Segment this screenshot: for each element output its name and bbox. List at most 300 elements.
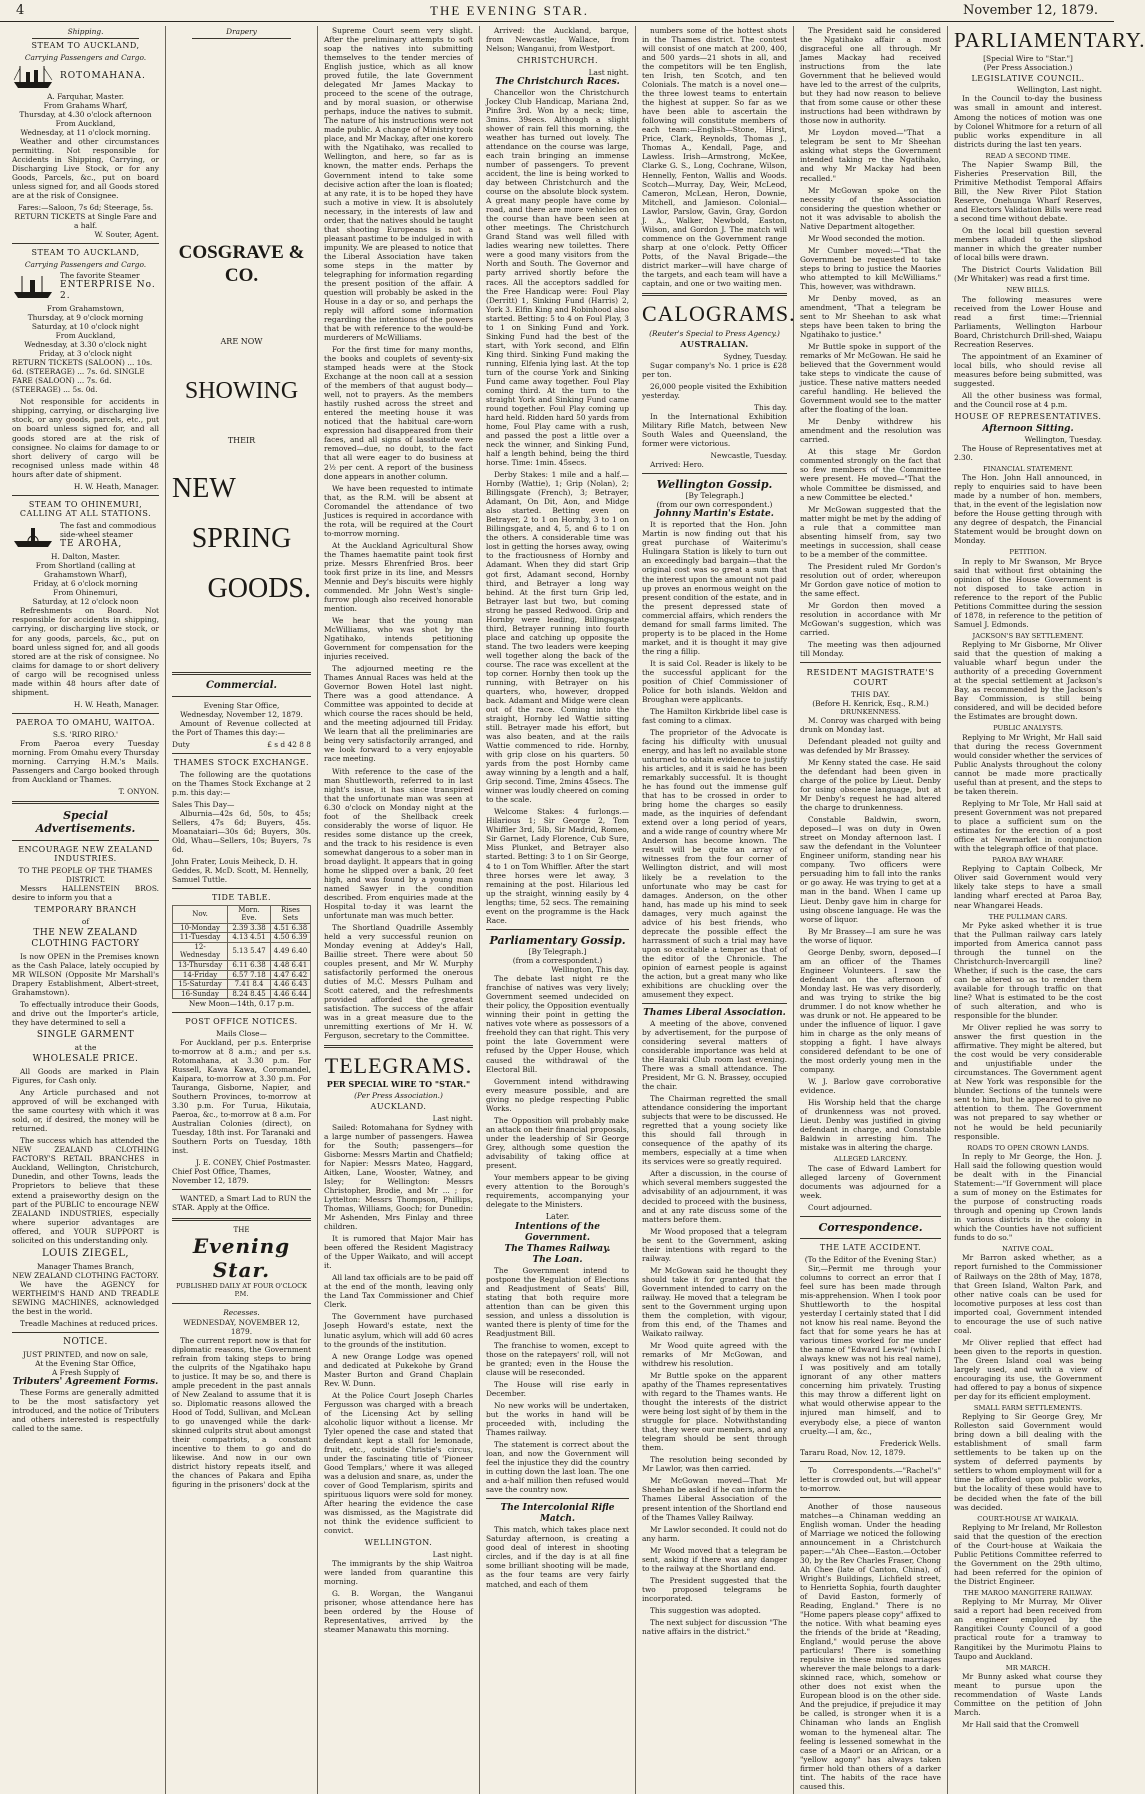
paroa-heading: PAROA BAY WHARF.	[992, 856, 1064, 865]
column-drapery	[166, 26, 318, 1794]
march-body2: Mr Hall said that the Cromwell	[962, 1720, 1080, 1730]
rm-court-title: RESIDENT MAGISTRATE'S COURT	[806, 667, 935, 688]
sydney-body3: In the International Exhibition Military Rifle Match, between New South Wales and Queensland, the former were victorious.	[642, 411, 787, 448]
rm-court-day: THIS DAY.	[851, 689, 890, 699]
larceny-heading: ALLEGED LARCENY.	[833, 1155, 908, 1164]
zealand-body5: Any Article purchased and not approved of will be exchanged with the same courtesy with which it was sold, or, if desired, the money will be returned.	[12, 1088, 159, 1134]
tide-times: 2.39 3.38	[228, 923, 271, 933]
ad3-time2: Saturday, at 12 o'clock noon	[32, 597, 139, 607]
analysts-heading: PUBLIC ANALYSTS.	[993, 724, 1063, 733]
sun-times: 4.46 6.43	[270, 980, 310, 990]
ad1-master: A. Farquhar, Master.	[47, 91, 124, 101]
court-house-body: Replying to Mr Ireland, Mr Rolleston said that the question of the erection of the Court-house at Waikaia the Public Petitions Committee referred to the Government on the 29th ultimo, had been referred for the opinion of the District Engineer.	[954, 1522, 1102, 1587]
read2-body: The Napier Swamp Bill, the Fisheries Preservation Bill, the Primitive Methodist Temporal Affairs Bill, the New River Pilot Station Reserve, Onehunga Wharf Reserves, and Electors Validation Bills were read a second time without debate.	[954, 159, 1102, 224]
hr-heading: HOUSE OF REPRESENTATIVES.	[954, 411, 1102, 421]
are-now: ARE NOW	[220, 337, 263, 347]
pullman-heading: THE PULLMAN CARS.	[988, 912, 1068, 921]
zealand-to: TO THE PEOPLE OF THE THAMES DISTRICT.	[18, 866, 153, 885]
ad1-ship-row	[12, 64, 159, 90]
telegrams-heading: TELEGRAMS.	[324, 1053, 473, 1079]
revenue-text: Amount of Revenue collected at the Port of Thames this day:—	[172, 718, 311, 737]
ad2-from2: From Auckland,	[55, 331, 116, 341]
wellington-gossip-title: Wellington Gossip.	[656, 477, 773, 491]
parl-gossip-body4: Your members appear to be giving every attention to the Borough's requirements, accompanying your delegate to the Ministers.	[486, 1172, 629, 1209]
ad2-ship-row	[12, 271, 159, 302]
court-house-heading: COURT-HOUSE AT WAIKAIA.	[977, 1514, 1079, 1523]
table-row	[173, 989, 311, 999]
notice-body2: At the Evening Star Office,	[35, 1359, 136, 1369]
ad2-time2a: Wednesday, at 3.30 o'clock night	[24, 340, 147, 350]
loan-body5: The statement is correct about the loan, and now the Government will feel the injustice they did the country in cutting down the last loan. The one and a-half million then refused would save the country now.	[486, 1440, 629, 1495]
larceny-body: The case of Edward Lambert for alleged larceny of Government documents was adjourned for a week.	[800, 1163, 941, 1200]
ad3-ship-row	[12, 521, 159, 550]
letter-body: Sir,—Permit me through your columns to correct an error that I feel sure has been made through mis-apprehension. When I took poor Shuttleworth to the hospital yesterday I certainly stated that I did not know his real name. Beyond the fact that for some years he has at various times worked for me under the name of "Edward Lewis" (which I always knew was not his real name), I was positively and am totally ignorant of any other matters concerning him privately. Trusting this may throw a different light on what would otherwise appear to the injured man himself, and to everybody else, a piece of wanton cruelty.—I am, &c.,	[800, 1263, 941, 1436]
rm-court-before: (Before H. Kenrick, Esq., R.M.)	[812, 698, 929, 708]
table-row	[173, 961, 311, 971]
parl-gossip-body: The debate last night re the franchise of natives was very lively; Government seemed undecided on their policy, the Opposition eventually winning their point in getting the natives vote where as possessors of a freehold they can that right. This very point the late Government were refused by the Upper House, which caused the withdrawal of the Electoral Bill.	[486, 974, 629, 1074]
maroo-body: Replying to Mr Murray, Mr Oliver said a report had been received from an engineer employed by the Rangitikei County Council of a good practical route for a tramway to Rangitikei by the Murimotu Plains to Taupo and Auckland.	[954, 1597, 1102, 1661]
news-p3: We have been requested to intimate that, as the R.M. will be absent at Coromandel the attendance of two Justices is required in accordance with the rota, will be required at the Court to-morrow morning.	[324, 483, 473, 538]
notice-title: NOTICE.	[63, 1337, 108, 1348]
goods-word: GOODS.	[207, 573, 311, 605]
intentions-heading: Intentions of the Government.	[515, 1221, 600, 1243]
parl-gossip-title: Parliamentary Gossip.	[489, 933, 626, 947]
wellington-gossip-tele: [By Telegraph.]	[685, 491, 744, 501]
new-word: NEW	[172, 473, 236, 505]
tide-table	[172, 905, 311, 999]
sun-times: 4.50 6.39	[270, 933, 310, 943]
ad3-from1: From Shortland (calling at Grahamstown Wharf),	[35, 561, 136, 580]
notice-forms: Tributers' Agreement Forms.	[12, 1377, 159, 1388]
column-news-3	[636, 26, 794, 1794]
ad4-ship: S.S. 'RIRO RIRO.'	[52, 729, 119, 739]
rm-body6: George Denby, sworn, deposed—I am an officer of the Thames Engineer Volunteers. I saw the defendant on the afternoon of Monday last. He was very disorderly, and was trying to strike the big drummer. I do not know whether he was drunk or not. He appeared to be under the influence of liquor. I gave him in charge as the only means of stopping a fight. I have always considered defendant to be one of the most orderly young men in the company.	[800, 947, 941, 1075]
ad2-body: Not responsible for accidents in shipping, carrying, or discharging live stock, or any goods, parcels, etc., put on board unless signed for, and all goods stored are at the risk of consignee. No claims for damage to or short delivery of cargo will be recognised unless made within 48 hours after date of shipment.	[12, 397, 159, 479]
letter-place: Tararu Road, Nov. 12, 1879.	[800, 1447, 906, 1457]
ad2-agent: H. W. Heath, Manager.	[73, 481, 159, 491]
calograms-sub: (Reuter's Special to Press Agency.)	[649, 328, 780, 338]
loan-body: The Government intend to postpone the Regulation of Elections and Readjustment of Seats' Bill, stating that both require more attention than can be given this session, and unless a dissolution is wanted there is plenty of time for the Readjustment Bill.	[486, 1265, 629, 1338]
tla-c-p1: The President said he considered the Ngatihako affair a most disgraceful one all through. Mr James Mackay had received instructions from the late Government that he believed would have led to the arrest of the culprits, but they had now reason to believe that from some cause or other these instructions had been withdrawn by those now in authority.	[800, 26, 941, 126]
ad3-ship-intro: The fast and commodious side-wheel steamer	[60, 521, 157, 540]
news-p1: Supreme Court seem very slight. After the preliminary attempts to soft soap the natives into submitting themselves to the tender mercies of English justice, which as all know proved futile, the late Government delegated Mr James Mackay to proceed to the scene of the outrage, and by moral suasion, or otherwise perhaps, induce the natives to submit. The nature of his instructions were not made public. A change of Ministry took place, and Mr Mackay, after one korero with the Ngatihako, was recalled to Wellington, and here, so far as is known, the matter ends. Perhaps the Government intend to take some decisive action after the loan is floated; at any rate, it is to be hoped they have such a motive in view. It is absolutely necessary, in the interests of law and order, that the natives should be taught that shooting Europeans is not a pleasant pastime to be indulged in with impunity. We are pleased to notice that the Liberal Association have taken some steps in the matter by telegraphing for information regarding the present position of the affair. A question will probably be asked in the House in a day or so, and perhaps the reply will afford some information regarding the intentions of the powers that be with reference to the would-be murderers of McWilliams.	[324, 26, 473, 343]
loan-heading: The Loan.	[532, 1254, 583, 1265]
commercial-office: Evening Star Office,	[203, 700, 280, 710]
zealand-wholesale: WHOLESALE PRICE.	[32, 1054, 139, 1065]
zealand-body2: Is now OPEN in the Premises known as the Cash Palace, lately occupied by MR WILSON (Opposite Mr Marshall's Drapery Establishment, Albert-street, Grahamstown).	[12, 951, 159, 997]
afternoon-body: The House of Representatives met at 2.30.	[954, 443, 1102, 462]
commercial-date: Wednesday, November 12, 1879.	[180, 709, 303, 719]
tide-times: 8.24 8.45	[228, 989, 271, 999]
tide-times: 5.13 5.47	[228, 942, 271, 960]
tla-c-p2: Mr Loydon moved—"That a telegram be sent to Mr Sheehan asking what steps the Government intended taking re the Ngatihako, and why Mr Mackay had been recalled."	[800, 128, 941, 183]
ad2-time2b: Friday, at 3 o'clock night	[39, 349, 132, 359]
tide-times: 6.11 6.38	[228, 961, 271, 971]
auckland-p6: At the Police Court Joseph Charles Fergusson was charged with a breach of the Licensing Act by selling alcoholic liquor without a license. Mr Tyler opened the case and stated that defendant kept a stall for lemonade, fruit, etc., outside Christie's circus, under the fascinating title of 'Pioneer Good Templars,' where it was alleged was a delusion and snare, as, under the cover of Good Templarism, spirits and spirituous liquors were sold for money. After hearing the evidence the case was dismissed, as the Magistrate did not think the evidence sufficient to convict.	[324, 1390, 473, 1536]
notice-body1: JUST PRINTED, and now on sale,	[22, 1350, 149, 1360]
tla-body8: The resolution being seconded by Mr Lawlor, was then carried.	[642, 1455, 787, 1474]
commercial-heading: Commercial.	[205, 679, 278, 691]
march-heading: MR MARCH.	[1005, 1663, 1051, 1672]
races-body: Chancellor won the Christchurch Jockey Club Handicap, Mariana 2nd, Pinfire 3rd. Won by a neck; time, 3mins. 39secs. Although a slight shower of rain fell this morning, the weather has turned out lovely. The attendance on the course was large, each train bringing an immense number of passengers. To prevent accident, the line is being worked to day between Christchurch and the course on the absolute block system. A great many people have come by road, and there are more vehicles on the course than have been seen at other meetings. The Christchurch Grand Stand was well filled with ladies wearing new toilettes. There were a good many visitors from the North and South. The Governor and party arrived shortly before the races. All the acceptors saddled for the Free Handicap were: Foul Play (Derritt) 1, Sinking Fund (Harris) 2, York 3. Elfin King and Robinhood also started. Betting: 5 to 4 on Foul Play, 3 to 1 on Sinking Fund and York. Sinking Fund had the best of the start, with York second, and Elfin King third. Sinking Fund making the running, Elfenia lying last. At the top turn of the course York and Sinking Fund came away together. Foul Play coming third. At the turn to the straight York and Sinking Fund came round together. Foul Play coming up hard held. Ridden hard 50 yards from home, Foul Play came with a rush, and passed the post a little over a neck the winner, and Sinking Fund, half a length behind, being the third horse. Time: 1min. 45secs.	[486, 87, 629, 468]
rifle-title: The Intercolonial Rifle Match.	[500, 1503, 615, 1525]
parliamentary-press: (Per Press Association.)	[983, 62, 1073, 72]
sales-label: Sales This Day—	[172, 799, 235, 809]
formal-body: All the other business was formal, and the Council rose at 4 p.m.	[954, 390, 1102, 409]
calograms-heading: CALOGRAMS.	[642, 300, 796, 326]
roads-body: In reply to Mr George, the Hon. J. Hall said the following question would be dealt with in the Financial Statement:—"If Government will place a sum of money on the Estimates for the purpose of constructing roads through and opening up Crown lands in various districts in the colony in which the Counties have not sufficient funds to do so."	[954, 1151, 1102, 1243]
ziegel-sub1: Manager Thames Branch,	[36, 1261, 135, 1271]
telegrams-sub: PER SPECIAL WIRE TO "STAR."	[326, 1079, 471, 1090]
zealand-factory: THE NEW ZEALAND CLOTHING FACTORY	[31, 927, 140, 949]
read2-body3: The District Courts Validation Bill (Mr Whitaker) was read a first time.	[954, 265, 1102, 284]
tla-c-p6: Mr Denby moved, as an amendment, "That a telegram be sent to Mr Sheehan to ask what steps have been taken to bring the Ngatihako to justice."	[800, 293, 941, 339]
auckland-p5: A new Orange Lodge was opened and dedicated at Pukekohe by Grand Master Burton and Grand Chaplain Rev. W. Dunn.	[324, 1351, 473, 1388]
table-row	[173, 923, 311, 933]
tla-body14: The next subject for discussion "The native affairs in the district."	[642, 1617, 787, 1636]
tla-body11: Mr Wood moved that a telegram be sent, asking if there was any danger to the railway at the Shortland end.	[642, 1545, 787, 1573]
ad1-ship-name: ROTOMAHANA.	[60, 71, 146, 82]
tla-body4: Mr Wood proposed that a telegram be sent to the Government, asking their intentions with regard to the railway.	[642, 1226, 787, 1263]
ad2-time1b: Saturday, at 10 o'clock night	[31, 322, 140, 332]
rm-body4: Constable Baldwin, sworn, deposed—I was on duty in Owen street on Monday afternoon last. I saw the defendant in the Volunteer Engineer uniform, standing near his company. Two officers were persuading him to fall into the ranks or go away. He was trying to get at a man in the band. When I came up Lieut. Denby gave him in charge for using obscene language. He was the worse of liquor.	[800, 815, 941, 924]
analysts-body: Replying to Mr Wright, Mr Hall said that during the recess Government would consider whether the services of Public Analysts throughout the colony cannot be made more practically useful than at present, and the steps to be taken therein.	[954, 732, 1102, 796]
ad2-ship-intro: The favorite Steamer	[60, 271, 140, 281]
ad3-body: Refreshments on Board. Not responsible for accidents in shipping, carrying, or discharging live stock, or for any goods, parcels, &c., put on board unless signed for, and all goods stored are at the risk of consignee. No claims for damage to or short delivery of cargo will be recognised unless made within 48 hours after date of shipment.	[12, 606, 159, 697]
parliamentary-sub: [Special Wire to "Star."]	[983, 53, 1073, 63]
afternoon-heading: Afternoon Sitting.	[982, 423, 1074, 434]
duty-label: Duty	[172, 739, 190, 749]
column-news-2	[480, 26, 636, 1794]
spring-word: SPRING	[191, 523, 292, 555]
ad2-time1a: Thursday, at 9 o'clock morning	[27, 313, 144, 323]
ad1-fares: Fares:—Saloon, 7s 6d; Steerage, 5s.	[17, 203, 154, 213]
ad2-title: STEAM TO AUCKLAND,	[31, 248, 140, 258]
auckland-p3: All land tax officials are to be paid off at the end of the month, leaving only the Land Tax Commissioner and Chief Clerk.	[324, 1273, 473, 1310]
post-mails: Mails Close—	[216, 1028, 267, 1038]
tide-head-nov: Nov.	[173, 905, 228, 923]
tla-c-p13: The meeting was then adjourned till Monday.	[800, 640, 941, 659]
tla-body13: This suggestion was adopted.	[650, 1605, 761, 1615]
sun-times: 4.47 6.42	[270, 970, 310, 980]
letter-signer: Frederick Wells.	[879, 1438, 941, 1448]
tla-c-p9: At this stage Mr Gordon commented strongly on the fact that so few members of the Committee were present. He moved—"That the whole Committee be dismissed, and a new Committee be elected."	[800, 447, 941, 502]
duty-value: £ s d 42 8 8	[267, 739, 311, 749]
court-adjourned: Court adjourned.	[808, 1202, 873, 1212]
native-coal-heading: NATIVE COAL.	[1001, 1245, 1055, 1254]
wertheim-ad2: Treadle Machines at reduced prices.	[20, 1319, 158, 1329]
ad4-body: From Paeroa every Tuesday morning. From Omahu every Thursday morning. Carrying H.M.'s Mails. Passengers and Cargo booked through from Auckland or Thames.	[12, 738, 159, 784]
tide-day: 12-Wednesday	[173, 942, 228, 960]
johnny-martin-title: Johnny Martin's Estate.	[655, 509, 774, 520]
ziegel-sub2: NEW ZEALAND CLOTHING FACTORY.	[12, 1270, 159, 1280]
christchurch-heading: CHRISTCHURCH.	[516, 56, 599, 66]
tide-head-sun: Rises Sets	[270, 905, 310, 923]
parl-gossip-tele: [By Telegraph.]	[528, 947, 587, 957]
zealand-body4: All Goods are marked in Plain Figures, for Cash only.	[12, 1067, 159, 1086]
special-ads-heading: Special Advertisements.	[35, 808, 136, 836]
table-row	[173, 933, 311, 943]
rm-body1: M. Conroy was charged with being drunk on Monday last.	[800, 715, 941, 734]
wertheim-ad: We have the AGENCY for WERTHEIM'S HAND AND TREADLE SEWING MACHINES, acknowledged the best in the world.	[12, 1279, 159, 1317]
this-day: This day.	[754, 402, 787, 412]
tla-body: A meeting of the above, convened by advertisement, for the purpose of considering several matters of considerable importance was held at the Hauraki Club room last evening. There was a small attendance. The President, Mr G. N. Brassey, occupied the chair.	[642, 1018, 787, 1092]
paddle-steamer-icon	[12, 523, 56, 549]
loan-body3: The House will rise early in December.	[486, 1380, 629, 1399]
table-row	[173, 942, 311, 960]
read2-body2: On the local bill question several members alluded to the slipshod manner in which the greater number of local bills were drawn.	[954, 226, 1102, 263]
tla-body12: The President suggested that the two proposed telegrams be incorporated.	[642, 1575, 787, 1603]
petition-body: In reply to Mr Swanson, Mr Bryce said that without first obtaining the opinion of the House Government is not disposed to take action in reference to the report of the Public Petitions Committee during the session of 1878, in reference to the petition of Samuel J. Edmonds.	[954, 556, 1102, 629]
tla-body7: Mr Buttle spoke on the apparent apathy of the Thames representatives with regard to the Thames wants. He thought the interests of the district were being lost sight of by them in the struggle for place. Notwithstanding that, they were our members, and any telegram should be sent through them.	[642, 1371, 787, 1453]
steamship-icon	[12, 274, 56, 300]
ad3-ship-name: TE AROHA,	[60, 539, 123, 550]
later-heading: Later.	[545, 1212, 570, 1221]
derby-body: Derby Stakes: 1 mile and a half.—Hornby (Wattie), 1; Grip (Nolan), 2; Billingsgate (French), 3; Betrayer, Adamant, On Dit, Aon, and Midge also started. Betting even on Betrayer, 2 to 1 on Hornby, 3 to 1 on Billingsgate, and 4, 5, and 6 to 1 on the others. A considerable time was lost in getting the horses away, owing to the fractiousness of Hornby and Adamant. When they did start Grip got first, Adamant second, Hornby third, and Betrayer a long way behind. At the first turn Grip led, Betrayer last but two, but coming strong he passed Redwood. Grip and Hornby were leading, Billingsgate third, Betrayer running into fourth place and catching up opposite the stand. The two leaders were keeping well together along the back of the course. The race was excellent at the top corner. Hornby then took up the running, with Betrayer on his quarters, who, however, dropped back. Adamant and Midge were clean out of the race. Coming into the straight, Hornby led Wattie sitting still. Betrayer made his effort, but was also beaten, and at the rails Wattie commenced to ride. Hornby, with grip close on his quarters. 50 yards from the post Hornby came away winning by a length and a half, Grip second. Time, 2mins 45secs. The winner was loudly cheered on coming to the scale.	[486, 470, 629, 805]
ad1-time1: Thursday, at 4.30 o'clock afternoon	[19, 109, 152, 119]
tla-c-p10: Mr McGowan suggested that the matter might be met by the adding of a rule that a committee man absenting himself from, say two meetings in succession, shall cease to be a member of the committee.	[800, 504, 941, 559]
wanted-ad: WANTED, a Smart Lad to RUN the STAR. Apply at the Office.	[172, 1194, 311, 1213]
news-p7: With reference to the case of the man Shuttleworth, referred to in last night's issue, it has since transpired that the unfortunate man was seen at 6.30 o'clock on Monday night at the foot of the Shellback creek considerably the worse of liquor. He resides some distance up the creek, and the track to his residence is even somewhat dangerous to a sober man in broad daylight. It appears that in going home he slipped over a bank, 20 feet high, and was found by a young man named Sawyer in the condition described. From enquiries made at the Hospital to-day it was learnt the unfortunate man was much better.	[324, 766, 473, 920]
to-correspondents: To Correspondents.—"Rachel's" letter is crowded out, but will appear to-morrow.	[800, 1465, 941, 1493]
tide-day: 13-Thursday	[173, 961, 228, 971]
fin-heading: FINANCIAL STATEMENT.	[982, 464, 1074, 473]
new-moon: New Moon—14th, 0.17 p.m.	[188, 999, 295, 1009]
post-title: POST OFFICE NOTICES.	[185, 1017, 298, 1027]
ad3-from2: From Ohinemuri,	[53, 588, 118, 598]
zealand-branch: TEMPORARY BRANCH	[34, 905, 137, 915]
tla-body6: Mr Wood quite agreed with the remarks of Mr McGowan, and withdrew his resolution.	[642, 1340, 787, 1369]
news-p4: At the Auckland Agricultural Show the Thames haematite paint took first prize. Messrs Ehrenfried Bros. beer took first prize in its line, and Messrs Mennie and Dey's biscuits were highly commended. Mr John West's single-furrow plough also received honorable mention.	[324, 540, 473, 613]
news-p6: The adjourned meeting re the Thames Annual Races was held at the Governor Bowen Hotel last night. There was a good attendance. A Committee was appointed to decide at which course the races should be held, and the meeting adjourned till Friday. We learn that all the preliminaries are being very satisfactorily arranged, and we look forward to a very enjoyable race meeting.	[324, 664, 473, 764]
maroo-heading: THE MAROO MANGITERE RAILWAY.	[963, 1589, 1093, 1598]
rm-body3: Mr Kenny stated the case. He said the defendant had been given in charge of the police by Lieut. Denby for using obscene language, but at Mr Denby's request he had altered the charge to drunkenness.	[800, 758, 941, 813]
nuisance-article: Another of those nauseous matches—a Chinaman wedding an English woman. Under the heading of Marriage we noticed the following announcement in a Christchurch paper:—"Ah Chee—Easton.—October 30, by the Rev Charles Fraser, Chong Ah Chee (late of Canton, China), of Wright's Buildings, Lichfield street, to Henrietta Sophia, fourth daughter of David Easton, formerly of Reading, England." There is no "Home papers please copy" affixed to the notice. With what beaming eyes the friends of the bride at "Reading, England," would peruse the above particulars! There is something repulsive in these mixed marriages wherever the male belongs to a dark-skinned race, which, somehow or other does not exist when the European blood is on the other side. And the prejudice, if prejudice it may be called, is stronger when it is a Chinaman who lands an English woman to the hymeneal altar. The feeling is lessened somewhat in the case of a Maori or an African, or a "yellow agony" has always taken firmer hold than others of a darker tint. The habits of the race have caused this.	[800, 1501, 941, 1791]
table-row	[173, 980, 311, 990]
lc-body: In the Council to-day the business was small in amount and interest. Among the notices of motion was one by Colonel Whitmore for a return of all public works expenditure in all districts during the last ten years.	[954, 94, 1102, 149]
wellington-p1: The immigrants by the ship Waitroa were landed from quarantine this morning.	[324, 1558, 473, 1587]
zealand-single: SINGLE GARMENT	[36, 1030, 135, 1041]
exchange-body: The following are the quotations on the Thames Stock Exchange at 2 p.m. this day:—	[172, 769, 311, 797]
paper-the: THE	[233, 1225, 250, 1234]
wellington-p2: G. B. Worgan, the Wanganui prisoner, whose attendance here has been ordered by the House of Representatives, arrived by the steamer Manawatu this morning.	[324, 1589, 473, 1635]
masthead	[0, 0, 1114, 22]
parl-gossip-corr: (from a correspondent.)	[512, 956, 603, 966]
jackson-body: Replying to Mr Gisborne, Mr Oliver said that the question of making a valuable wharf begun under the authority of a preceding Government at the special settlement at Jackson's Bay, as recommended by the Jackson's Bay Commission, is still being considered, and will be decided before the Estimates are brought down.	[954, 640, 1102, 722]
ad1-time2: Wednesday, at 11 o'clock morning.	[20, 127, 151, 137]
ad2-ship-name: ENTERPRISE No. 2.	[60, 280, 156, 302]
tla-body5: Mr McGowan said he thought they should take it for granted that the Government intended to carry on the railway. He moved that a telegram be sent to the Government urging upon them the completion, with vigour, from this end, of the Thames and Waikato railway.	[642, 1265, 787, 1338]
tide-head-tide: Morn. Eve.	[228, 905, 271, 923]
sun-times: 4.48 6.41	[270, 961, 310, 971]
ad3-agent: H. W. Heath, Manager.	[73, 699, 159, 709]
ad3-title: STEAM TO OHINEMURI, CALLING AT ALL STATIONS.	[19, 499, 152, 519]
tide-day: 16-Sunday	[173, 989, 228, 999]
tla-c-p11: The President ruled Mr Gordon's resolution out of order, whereupon Mr Gordon gave notice of motion to the same effect.	[800, 561, 941, 598]
ad2-fares: RETURN TICKETS (SALOON) ... 10s. 6d. (STEERAGE) ... 7s. 6d. SINGLE FARE (SALOON) ... 7s. 6d. (STEERAGE) ... 5s. 0d.	[12, 358, 153, 395]
steamship-icon	[12, 64, 56, 90]
rm-body2: Defendant pleaded not guilty and was defended by Mr Brassey.	[800, 736, 941, 755]
races-title: The Christchurch Races.	[495, 76, 620, 87]
newcastle-body: Arrived: Hero.	[650, 459, 704, 469]
wellington-gossip-corr: (from our own correspondent.)	[656, 500, 773, 510]
tla-body9: Mr McGowan moved—That Mr Sheehan be asked if he can inform the Thames Liberal Association of the present intention of the Shortland end of the Thames Valley Railway.	[642, 1476, 787, 1522]
shipping-heading: Shipping.	[67, 27, 104, 36]
welcome-body: Welcome Stakes: 4 furlongs.—Hilarious 1; Sir George 2, Tom Whiffler 3rd, 5lb, Sir Madrid, Romeo, Sir Garnet, Lady Florence, Cub Sure, Miss Plunket, and Betrayer also started. Betting: 3 to 1 on Sir George, 4 to 1 on Tom Whiffler. After the start three horses were let away, 3 remaining at the post. Hilarious led up the straight, winning easily by 4 lengths; time, 52 secs. The remaining event on the programme is the Hack Race.	[486, 807, 629, 925]
tide-day: 14-Friday	[173, 970, 228, 980]
tide-title: TIDE TABLE.	[211, 893, 272, 903]
rifle-body: This match, which takes place next Saturday afternoon, is creating a good deal of interest in shooting circles, and if the day is at all fine some brilliant shooting will be made, as the four teams are very fairly matched, and each of them	[486, 1525, 629, 1589]
tide-day: 11-Tuesday	[173, 933, 228, 943]
tla-body3: After a discussion, in the course of which several members suggested the advisability of an adjournment, it was decided to proceed with the business, and at any rate discuss some of the matters before them.	[642, 1169, 787, 1224]
their-word: THEIR	[227, 436, 256, 446]
zealand-intro: ENCOURAGE NEW ZEALAND INDUSTRIES.	[18, 844, 153, 864]
railway-heading: The Thames Railway.	[504, 1243, 611, 1254]
tla-c-p12: Mr Gordon then moved a resolution in accordance with Mr McGowan's suggestion, which was carried.	[800, 600, 941, 637]
tla-c-p4: Mr Wood seconded the motion.	[808, 233, 926, 243]
newcastle-dateline: Newcastle, Tuesday.	[710, 450, 787, 460]
march-body: Mr Bunny asked what course they meant to pursue upon the recommendation of Waste Lands Committee on the petition of John March.	[954, 1671, 1102, 1717]
rm-body7: W. J. Barlow gave corroborative evidence.	[800, 1077, 941, 1096]
tla-body2: The Chairman regretted the small attendance considering the important subjects that were to be discussed. He regretted that a young society like this should fall through in consequence of the apathy of its members, especially at a time when its services were so greatly required.	[642, 1094, 787, 1167]
tide-times: 4.13 4.51	[228, 933, 271, 943]
zealand-body1: Messrs HALLENSTEIN BROS. desire to inform you that a	[12, 884, 159, 903]
drunkenness-heading: DRUNKENNESS.	[840, 707, 901, 716]
pullman-body2: Mr Oliver replied he was sorry to answer the first question in the affirmative. They might be altered, but the cost would be very considerable and unjustifiable under the circumstances. The Government agent at New York was responsible for the blunder. Sections of the tunnels were sent to him, but he appeared to give no attention to them. The Government was not prepared to say whether or not he would be held pecuniarily responsible.	[954, 1023, 1102, 1141]
drapery-heading: Drapery	[226, 27, 257, 36]
ad4-agent: T. ONYON.	[118, 786, 159, 796]
native-coal-body: Mr Barron asked whether, as a report furnished to the Commissioner of Railways on the 28th of May, 1878, that Green Island, Walton Park, and other native coals can be used for locomotive purposes at less cost than imported coal, Government intended to encourage the use of such native coal.	[954, 1253, 1102, 1335]
pullman-body: Mr Pyke asked whether it is true that the Pullman railway cars lately imported from America cannot pass through the tunnel on the Christchurch-Invercargill line? Whether, if such is the case, the cars can be altered so as to render them available for through traffic on that line? What is estimated to be the cost of such alteration, and who is responsible for the blunder.	[954, 920, 1102, 1021]
sun-times: 4.51 6.38	[270, 923, 310, 933]
zealand-body6: The success which has attended the NEW ZEALAND CLOTHING FACTORY'S RETAIL BRANCHES in Auckland, Wellington, Christchurch, Dunedin, and other Towns, leads the Proprietors to believe that these extend a praiseworthy design on the part of the PUBLIC to encourage NEW ZEALAND INDUSTRIES, especially where superior advantages are offered, and YOUR SUPPORT is solicited on this understanding only.	[12, 1136, 159, 1245]
ziegel-name: LOUIS ZIEGEL,	[41, 1247, 130, 1259]
ad2-sub: Carrying Passengers and Cargo.	[24, 260, 147, 270]
auckland-p4: The Government have purchased Joseph Howard's estate, next the lunatic asylum, which will add 60 acres to the grounds of the institution.	[324, 1312, 473, 1349]
zealand-at: at the	[74, 1043, 97, 1053]
jm-body: It is reported that the Hon. John Martin is now finding out that his great purchase of Waiterimu's Hulingara Station is likely to turn out an exceedingly bad bargain—that the original cost was so great a sum that the interest upon the amount not paid up proves an enormous weight on the present condition of the estate, and in the present depressed state of commercial affairs, which renders the demand for small farms limited. The property is to be placed in the Home market, and it is thought it may give the ring a fillip.	[642, 520, 787, 656]
column-news-4	[794, 26, 948, 1794]
sydney-body2: 26,000 people visited the Exhibition yesterday.	[642, 381, 787, 400]
column-shipping	[6, 26, 166, 1794]
parl-gossip-place: Wellington, This day.	[551, 965, 629, 975]
auckland-time: Last night.	[432, 1113, 473, 1123]
parliamentary-heading: PARLIAMENTARY.	[954, 28, 1145, 52]
sydney-dateline: Sydney, Tuesday.	[723, 351, 787, 361]
recesses-body: The current report now is that for diplomatic reasons, the Government refrain from taking steps to bring the culprits of the Ngatihako hapu to justice. It may be so, and there is ample precedent in the past annals of New Zealand to assume that it is so. Diplomatic reasons allowed the Hood of Todd, Sullivan, and McLean to go unavenged while the dark-skinned culprits strut about amongst their compatriots, a constant incentive to them to go and do likewise. And now in our own district history repeats itself, and the chances of Pakara and Epiha figuring in the prisoners' dock at the	[172, 1335, 311, 1490]
recesses-heading: Recesses.	[223, 1307, 260, 1317]
paper-sub: PUBLISHED DAILY AT FOUR O'CLOCK P.M.	[176, 1281, 307, 1298]
parl-gossip-body3: The Opposition will probably make an attack on their financial proposals, under the leadership of Sir George Grey, although some question the advisability of taking office at present.	[486, 1115, 629, 1170]
news-p5: We hear that the young man McWilliams, who was shot by the Ngatihako, intends petitioning Government for compensation for the injuries received.	[324, 616, 473, 662]
fin-body: The Hon. John Hall announced, in reply to enquiries said to have been made by a number of hon. members, that, in the event of the legislation now before the House getting through with any degree of despatch, the Financial Statement would be brought down on Monday.	[954, 473, 1102, 546]
arrivals-text: Arrived: the Auckland, barque, from Newcastle; Wallace, from Nelson; Wanganui, from Westport.	[486, 26, 629, 54]
parl-gossip-body2: Government intend withdrawing every measure possible, and are giving no pledge respecting Public Works.	[486, 1076, 629, 1113]
tla-c-p5: Mr Cumber moved:—"That the Government be requested to take steps to bring to justice the Maories who attempted to kill McWilliams." This, however, was withdrawn.	[800, 245, 941, 291]
ad1-from2: From Auckland,	[55, 118, 116, 128]
tla-title: Thames Liberal Association.	[643, 1007, 786, 1018]
wellington-heading: WELLINGTON.	[364, 1538, 433, 1548]
table-row	[173, 970, 311, 980]
small-farm-body: Replying to Sir George Grey, Mr Rolleston said Government would bring down a bill dealing with the establishment of small farm settlements to be taken up on the system of deferred payments by settlers to whom employment will for a time be afforded upon public works, but the locality of these would have to be decided when the fate of the bill was decided.	[954, 1412, 1102, 1512]
tide-times: 6.57 7.18	[228, 970, 271, 980]
tla-c-p7: Mr Buttle spoke in support of the remarks of Mr McGowan. He said he believed that the Government would take steps to vindicate the cause of justice. These native matters needed careful handling. He believed the Government would see to the matter after the floating of the loan.	[800, 342, 941, 415]
rm-body5: By Mr Brassey—I am sure he was the worse of liquor.	[800, 926, 941, 945]
auckland-p2: It is rumored that Major Mair has been offered the Resident Magistracy of the Upper Waikato, and will accept it.	[324, 1234, 473, 1271]
ad4-title: PAEROA TO OMAHU, WAITOA.	[15, 717, 156, 727]
zealand-of: of	[81, 916, 90, 926]
page-columns	[6, 26, 1145, 1791]
analysts-body2: Replying to Mr Tole, Mr Hall said at present Government was not prepared to place a sufficient sum on the estimates for the erection of a post office at Newmarket in conjunction with the telegraph office of that place.	[954, 798, 1102, 854]
native-coal-body2: Mr Oliver replied that effect had been given to the reports in question. The Green Island coal was being largely used, and with a view of encouraging its use, the Government had offered to pay a bonus of sixpence per day for its efficient employment.	[954, 1337, 1102, 1401]
sales-body: Alburnia—42s 6d, 50s, to 45s; Sellers, 47s 6d; Buyers, 45s. Moanataiari—30s 6d; Buyers, 30s. Old, Whau—Sellers, 10s; Buyers, 7s 6d.	[172, 808, 311, 854]
ad1-sub: Carrying Passengers and Cargo.	[24, 52, 147, 62]
late-accident-heading: THE LATE ACCIDENT.	[819, 1243, 922, 1253]
column-news-1	[318, 26, 480, 1794]
tla-c-p8: Mr Denby withdrew his amendment and the resolution was carried.	[800, 417, 941, 445]
zealand-body3: To effectually introduce their Goods, and drive out the Importer's article, they have determined to sell a	[12, 1000, 159, 1028]
post-signer: J. E. CONEY, Chief Postmaster.	[195, 1158, 311, 1168]
christchurch-time: Last night.	[588, 67, 629, 77]
brokers: John Frater, Louis Meiheck, D. H. Geddes, R. McD. Scott, M. Hennelly, Samuel Tuttle.	[172, 856, 309, 885]
petition-heading: PETITION.	[1009, 548, 1047, 557]
rm-body8: His Worship held that the charge of drunkenness was not proved. Lieut. Denby was justified in giving defendant in charge, and Constable Baldwin in arresting him. The mistake was in altering the charge.	[800, 1098, 941, 1153]
post-body: For Auckland, per p.s. Enterprise to-morrow at 8 a.m.; and per s.s. Rotomahana, at 3.30 p.m. For Russell, Kawa Kawa, Coromandel, Kaipara, to-morrow at 3.30 p.m. For Tauranga, Gisborne, Napier, and Southern Provinces, to-morrow at 3.30 p.m. For Turua, Hikutaia, Paeroa, &c., to-morrow at 8 a.m. For Australian Colonies (direct), on Tuesday, 18th inst. For Taranaki and Southern Ports on Tuesday, 18th inst.	[172, 1037, 311, 1156]
jackson-heading: JACKSON'S BAY SETTLEMENT.	[972, 631, 1084, 640]
jm-body2: It is said Col. Reader is likely to be the successful applicant for the position of Chief Commissioner of Police for both islands. Weldon and Broughan were applicants.	[642, 658, 787, 704]
newbills-body: The following measures were received from the Lower House and read a first time:—Triennial Parliaments, Wellington Harbour Board, Christchurch Drill-shed, Waiapu Recreation Reserves.	[954, 294, 1102, 349]
notice-body3: A Fresh Supply of	[52, 1368, 119, 1378]
loan-body2: The franchise to women, except to those on the ratepayers' roll, will not be granted; even in the House the clause will be reseconded.	[486, 1340, 629, 1377]
lc-place: Wellington, Last night.	[1016, 85, 1102, 95]
ad1-return: RETURN TICKETS at Single Fare and a half.	[14, 212, 157, 231]
cosgrave-name: COSGRAVE & CO.	[178, 242, 305, 287]
notice-body4: These Forms are generally admitted to be the most satisfactory yet introduced, and the notice of Tributers and others interested is respectfully called to the same.	[12, 1388, 159, 1434]
tla-c-p3: Mr McGowan spoke on the necessity of the Association considering the question whether or not it was advisable to abolish the Native Department altogether.	[800, 185, 941, 231]
sun-times: 4.49 6.40	[270, 942, 310, 960]
ad1-from1: From Grahams Wharf,	[43, 100, 128, 110]
ad3-time1: Friday, at 6 o'clock morning	[33, 579, 138, 589]
paper-nameplate: Evening Star.	[192, 1234, 291, 1283]
ad1-body: Weather and other circumstances permitting. Not responsible for Accidents in Shipping, Carrying, or Discharging Live Stock, or for any Goods, Parcels, &c., put on board unless signed for, and all Goods stored are at the risk of Consignee.	[12, 136, 159, 201]
newbills-heading: NEW BILLS.	[1006, 286, 1050, 295]
jm-body3: The Hamilton Kirkbride libel case is fast coming to a climax.	[642, 706, 787, 725]
recesses-date: WEDNESDAY, NOVEMBER 12, 1879.	[183, 1317, 300, 1336]
ad1-title: STEAM TO AUCKLAND,	[31, 41, 140, 51]
exchange-title: THAMES STOCK EXCHANGE.	[173, 757, 310, 767]
paroa-body: Replying to Captain Colbeck, Mr Oliver said Government would very likely take steps to have a small landing wharf erected at Paroa Bay, near Whangarei Heads.	[954, 864, 1102, 910]
auditor-body: The appointment of an Examiner of local bills, who should revise all measures before being submitted, was suggested.	[954, 351, 1102, 388]
read2-heading: READ A SECOND TIME.	[985, 151, 1071, 160]
wellington-time: Last night.	[432, 1549, 473, 1559]
ad3-master: H. Dalton, Master.	[51, 552, 120, 562]
page-number: 4	[16, 3, 25, 18]
sun-times: 4.46 6.44	[270, 989, 310, 999]
auckland-heading: AUCKLAND.	[370, 1102, 427, 1112]
post-place: Chief Post Office, Thames, November 12, 1879.	[172, 1167, 271, 1186]
loan-body4: No new works will be undertaken, but the works in hand will be proceeded with, including the Thames railway.	[486, 1401, 629, 1438]
australian-heading: AUSTRALIAN.	[680, 338, 749, 349]
correspondence-heading: Correspondence.	[818, 1220, 923, 1234]
small-farm-heading: SMALL FARM SETTLEMENTS.	[973, 1403, 1083, 1412]
sydney-body: Sugar company's No. 1 price is £28 per ton.	[642, 360, 787, 379]
auckland-body: Sailed: Rotomahana for Sydney with a large number of passengers. Hawea for the South; passengers—for Gisborne: Messrs Martin and Chatfield; for Napier: Messrs Mateo, Haggard, Aitken, Lane, Wooster, Watney, and Isley; for Wellington: Messrs Christopher, Brodie, and Mr ... ; for Lyttelton: Messrs Thompson, Phillips, Thomas, Williams, Gooch; for Dunedin: Mr Ashenden, Mrs Finlay and three children.	[324, 1122, 473, 1232]
column-parliamentary	[948, 26, 1145, 1794]
to-editor: (To the Editor of the Evening Star.)	[804, 1254, 937, 1264]
issue-date: November 12, 1879.	[963, 3, 1098, 18]
newspaper-title: THE EVENING STAR.	[430, 2, 590, 18]
roads-heading: ROADS TO OPEN CROWN LANDS.	[967, 1143, 1089, 1152]
